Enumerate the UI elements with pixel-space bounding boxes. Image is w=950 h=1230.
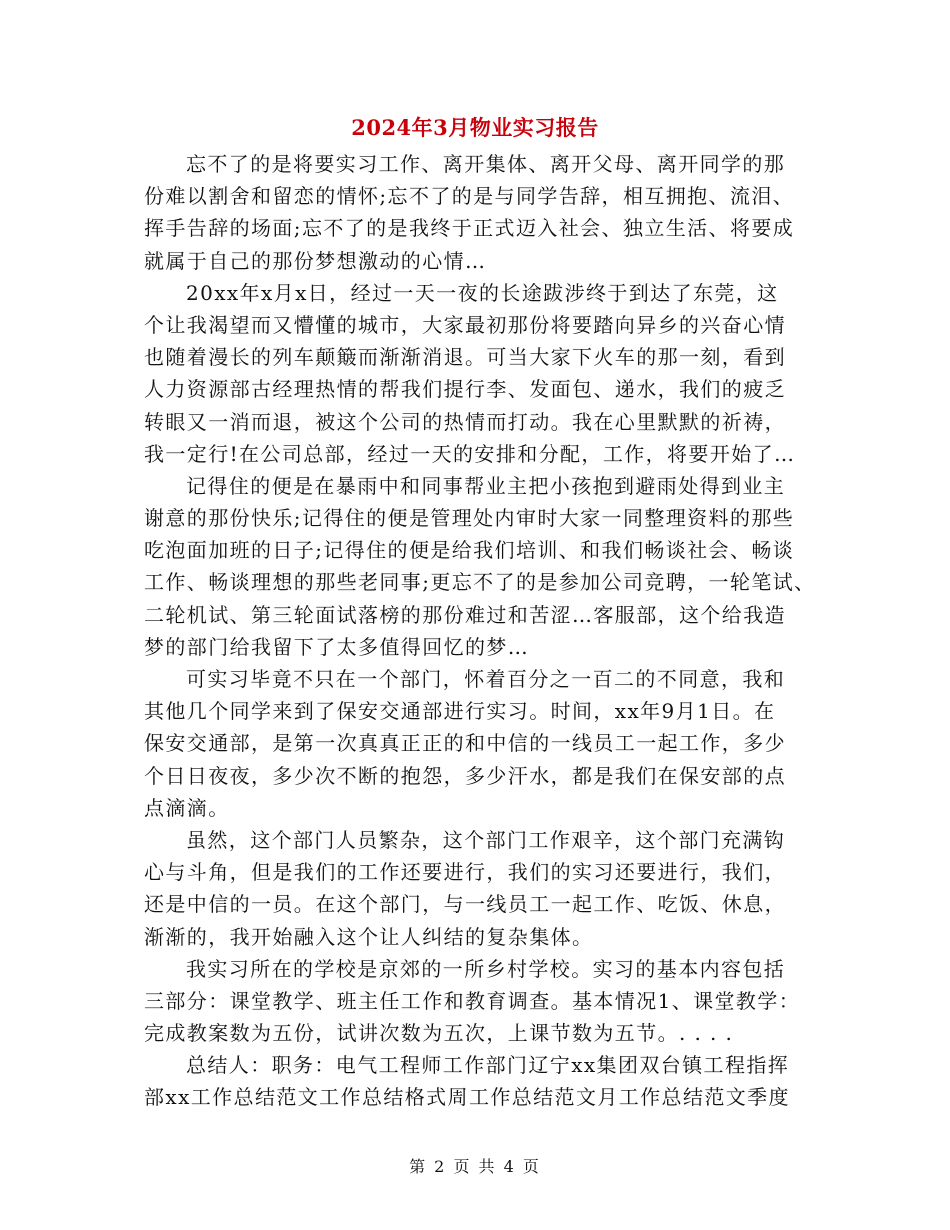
paragraph-line: 转眼又一消而退，被这个公司的热情而打动。我在心里默默的祈祷， xyxy=(144,409,786,434)
paragraph-line: 挥手告辞的场面;忘不了的是我终于正式迈入社会、独立生活、将要成 xyxy=(144,216,795,241)
paragraph-line: 总结人：职务：电气工程师工作部门辽宁xx集团双台镇工程指挥 xyxy=(186,1053,790,1078)
paragraph-line: 就属于自己的那份梦想激动的心情… xyxy=(144,248,487,273)
paragraph-line: 其他几个同学来到了保安交通部进行实习。时间，xx年9月1日。在 xyxy=(144,699,776,724)
paragraph-line: 工作、畅谈理想的那些老同事;更忘不了的是参加公司竞聘，一轮笔试、 xyxy=(144,570,816,595)
paragraph-line: 虽然，这个部门人员繁杂，这个部门工作艰辛，这个部门充满钩 xyxy=(186,827,786,852)
paragraph-line: 心与斗角，但是我们的工作还要进行，我们的实习还要进行，我们， xyxy=(144,860,786,885)
document-body xyxy=(144,148,814,1114)
paragraph-line: 可实习毕竟不只在一个部门，怀着百分之一百二的不同意，我和 xyxy=(186,667,786,691)
paragraph-line: 忘不了的是将要实习工作、离开集体、离开父母、离开同学的那 xyxy=(186,152,786,176)
paragraph-line: 个日日夜夜，多少次不断的抱怨，多少汗水，都是我们在保安部的点 xyxy=(144,763,786,788)
paragraph-line: 部xx工作总结范文工作总结格式周工作总结范文月工作总结范文季度 xyxy=(144,1085,790,1110)
paragraph-line: 吃泡面加班的日子;记得住的便是给我们培训、和我们畅谈社会、畅谈 xyxy=(144,538,795,563)
page-footer: 第 2 页 共 4 页 xyxy=(409,1157,541,1176)
paragraph-line: 20xx年x月x日，经过一天一夜的长途跋涉终于到达了东莞，这 xyxy=(186,280,779,305)
paragraph-line: 完成教案数为五份，试讲次数为五次，上课节数为五节。. . . . xyxy=(144,1021,734,1046)
paragraph-line: 记得住的便是在暴雨中和同事帮业主把小孩抱到避雨处得到业主 xyxy=(186,473,786,498)
paragraph-line: 个让我渴望而又懵懂的城市，大家最初那份将要踏向异乡的兴奋心情 xyxy=(144,312,786,337)
paragraph-line: 人力资源部古经理热情的帮我们提行李、发面包、递水，我们的疲乏 xyxy=(144,377,786,402)
paragraph-line: 我一定行!在公司总部，经过一天的安排和分配，工作，将要开始了… xyxy=(144,441,796,466)
paragraph-line: 二轮机试、第三轮面试落榜的那份难过和苦涩…客服部，这个给我造 xyxy=(144,602,786,627)
paragraph-line: 保安交通部，是第一次真真正正的和中信的一线员工一起工作，多少 xyxy=(144,731,786,756)
paragraph-line: 梦的部门给我留下了太多值得回忆的梦… xyxy=(144,634,530,659)
page-title: 2024年3月物业实习报告 xyxy=(351,115,599,140)
paragraph-line: 还是中信的一员。在这个部门，与一线员工一起工作、吃饭、休息， xyxy=(144,892,786,917)
paragraph-line: 也随着漫长的列车颠簸而渐渐消退。可当大家下火车的那一刻，看到 xyxy=(144,345,786,370)
paragraph-line: 谢意的那份快乐;记得住的便是管理处内审时大家一同整理资料的那些 xyxy=(144,506,795,531)
paragraph-line: 我实习所在的学校是京郊的一所乡村学校。实习的基本内容包括 xyxy=(186,956,786,981)
paragraph-line: 三部分：课堂教学、班主任工作和教育调查。基本情况1、课堂教学： xyxy=(144,988,801,1013)
paragraph-line: 渐渐的，我开始融入这个让人纠结的复杂集体。 xyxy=(144,924,594,949)
paragraph-line: 份难以割舍和留恋的情怀;忘不了的是与同学告辞，相互拥抱、流泪、 xyxy=(144,184,795,209)
paragraph-line: 点滴滴。 xyxy=(144,795,230,820)
